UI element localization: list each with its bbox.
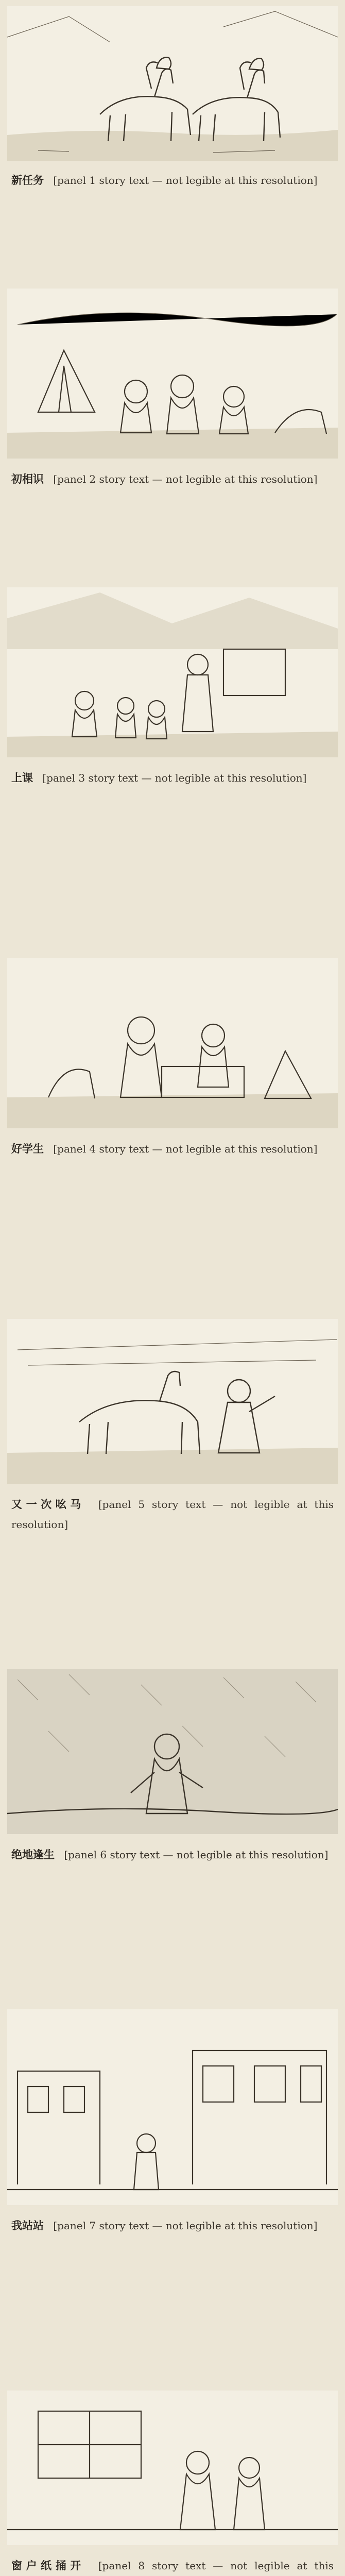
caption-7-text: [panel 7 story text — not legible at this resolution] — [53, 2219, 318, 2232]
caption-8-text: [panel 8 story text — not legible at this — [98, 2560, 334, 2572]
caption-7-title: 我站站 — [11, 2219, 44, 2232]
caption-1-text: [panel 1 story text — not legible at this resolution] — [53, 174, 318, 187]
sketch-horse-riders — [7, 6, 338, 161]
sketch-village-buildings-art — [7, 2009, 338, 2205]
caption-3-title: 上课 — [11, 771, 33, 784]
sketch-student-writing — [7, 958, 338, 1128]
sketch-camp-gathering — [7, 289, 338, 459]
caption-2 — [11, 469, 334, 489]
caption-5 — [11, 1494, 334, 1534]
caption-4-title: 好学生 — [11, 1142, 44, 1155]
sketch-snowstorm — [7, 1669, 338, 1834]
caption-2-text: [panel 2 story text — not legible at this resolution] — [53, 473, 318, 485]
caption-4 — [11, 1139, 334, 1159]
caption-6 — [11, 1844, 334, 1865]
sketch-snowstorm-art — [7, 1669, 338, 1834]
sketch-village-buildings — [7, 2009, 338, 2205]
caption-3 — [11, 768, 334, 788]
caption-6-text: [panel 6 story text — not legible at this resolution] — [64, 1849, 329, 1861]
sketch-horse-riders-art — [7, 6, 338, 161]
sketch-horse-driving — [7, 1319, 338, 1484]
sketch-indoor-couple-art — [7, 2391, 338, 2545]
caption-1 — [11, 170, 334, 191]
caption-5-text: [panel 5 story text — not legible at this resolution] — [11, 1498, 334, 1531]
sketch-outdoor-class — [7, 587, 338, 757]
sketch-student-writing-art — [7, 958, 338, 1128]
caption-6-title: 绝地逢生 — [11, 1848, 55, 1861]
caption-8-title: 窗户纸捅开 — [11, 2559, 85, 2572]
sketch-camp-gathering-art — [7, 289, 338, 459]
caption-2-title: 初相识 — [11, 472, 44, 485]
sketch-indoor-couple — [7, 2391, 338, 2545]
caption-4-text: [panel 4 story text — not legible at this resolution] — [53, 1143, 318, 1155]
caption-5-title: 又一次吆马 — [11, 1498, 85, 1511]
sketch-horse-driving-art — [7, 1319, 338, 1484]
caption-7 — [11, 2215, 334, 2236]
sketch-outdoor-class-art — [7, 587, 338, 757]
caption-8 — [11, 2555, 334, 2576]
caption-1-title: 新任务 — [11, 174, 44, 187]
caption-3-text: [panel 3 story text — not legible at this resolution] — [42, 772, 307, 784]
